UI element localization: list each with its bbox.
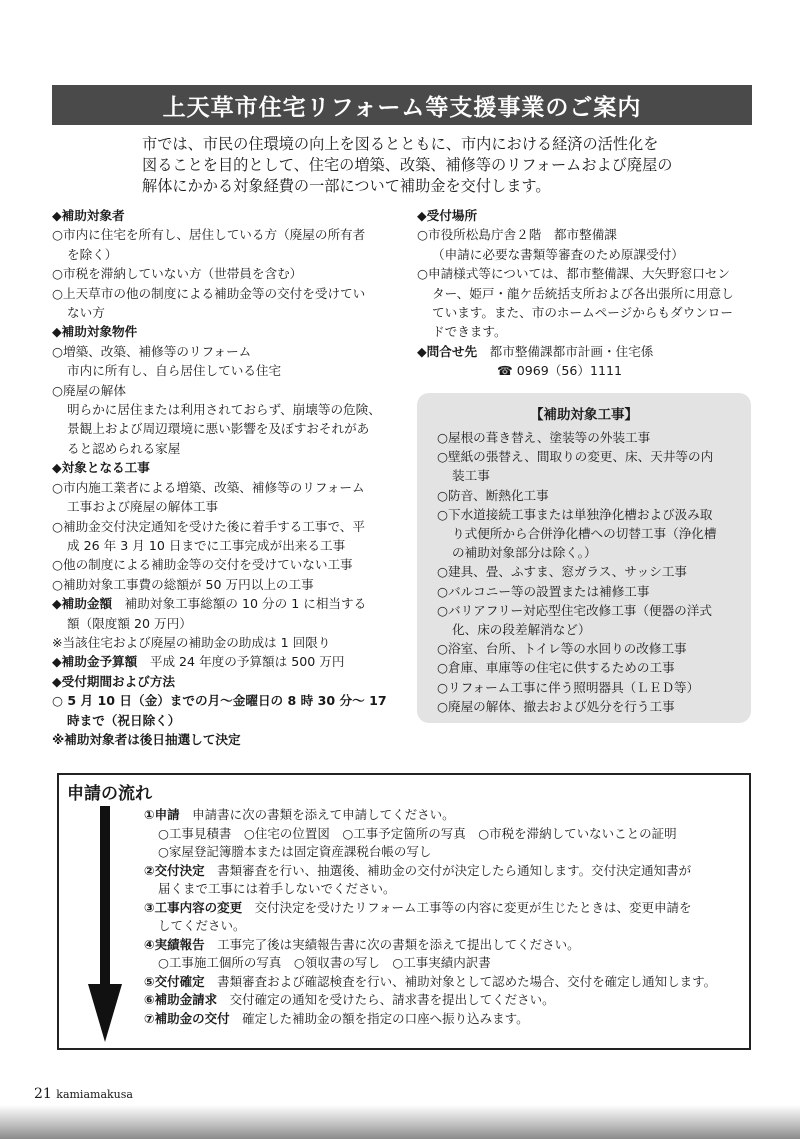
target-works-title: 【補助対象工事】 [530, 407, 638, 423]
right-column-text: ☎ 0969（56）1111 [497, 363, 623, 379]
flow-step [144, 1010, 749, 1029]
target-works-text: の補助対象部分は除く。） [452, 545, 597, 561]
target-works-text: り式便所から合併浄化槽への切替工事（浄化槽 [452, 526, 717, 542]
flow-steps [144, 806, 749, 1028]
right-column-line [417, 245, 757, 264]
left-column-text: ○ 5 月 10 日（金）までの月～金曜日の 8 時 30 分～ 17 [52, 693, 387, 709]
left-column-line [52, 536, 402, 555]
left-column-detail: 平成 24 年度の予算額は 500 万円 [137, 654, 345, 670]
right-column-line [417, 342, 757, 361]
flow-step [144, 806, 749, 825]
flow-step-label: ①申請 [144, 807, 180, 822]
right-column-detail: 都市整備課都市計画・住宅係 [477, 343, 654, 359]
left-column-detail: 補助対象工事総額の 10 分の 1 に相当する [112, 596, 367, 612]
intro-line: 市では、市民の住環境の向上を図るとともに、市内における経済の活性化を [142, 135, 659, 153]
right-column-text: （申請に必要な書類等審査のため原課受付） [432, 246, 684, 262]
flow-step-label: ⑤交付確定 [144, 973, 205, 989]
target-works-text: ○バルコニー等の設置または補修工事 [437, 583, 650, 599]
flow-step-text: ○家屋登記簿謄本または固定資産課税台帳の写し [158, 844, 432, 859]
page-footer [34, 1086, 133, 1102]
target-works-text: ○屋根の葺き替え、塗装等の外装工事 [437, 430, 651, 445]
down-arrow-icon [88, 806, 122, 1042]
target-works-line [437, 620, 742, 639]
target-works-line [437, 697, 742, 716]
bottom-shade [0, 1105, 800, 1139]
left-column-line [52, 517, 402, 536]
right-column-line [417, 264, 757, 283]
left-column-text: ○市内に住宅を所有し、居住している方（廃屋の所有者 [52, 227, 366, 243]
right-column-text: ○市役所松島庁舎２階 都市整備課 [417, 227, 617, 243]
flow-step [144, 954, 749, 973]
target-works-line [437, 524, 742, 543]
right-column-text: ◆受付場所 [417, 208, 478, 223]
target-works-text: ○廃屋の解体、撤去および処分を行う工事 [437, 698, 675, 714]
flow-step [144, 825, 749, 844]
left-column-text: ◆補助金予算額 [52, 654, 138, 670]
left-column-line [52, 225, 402, 244]
left-column-line [52, 691, 402, 710]
flow-step-label: ⑦補助金の交付 [144, 1010, 230, 1026]
left-column-text: ○廃屋の解体 [52, 382, 126, 398]
right-column-line [417, 322, 757, 341]
left-column-line [52, 730, 402, 749]
left-column-text: ない方 [67, 305, 105, 321]
target-works-line [437, 486, 742, 505]
flow-step-text: 申請書に次の書類を添えて申請してください。 [179, 807, 455, 822]
flow-title: 申請の流れ [67, 784, 152, 804]
left-column-line [52, 206, 402, 225]
right-column-line [417, 284, 757, 303]
right-column-line [417, 206, 757, 225]
left-column-text: ○他の制度による補助金等の交付を受けていない工事 [52, 557, 353, 573]
left-column-text: 市内に所有し、自ら居住している住宅 [67, 363, 282, 379]
left-column-line [52, 497, 402, 516]
left-column-line [52, 672, 402, 691]
left-column-text: ◆対象となる工事 [52, 460, 150, 476]
target-works-line [437, 428, 742, 447]
flow-step [144, 991, 749, 1010]
flow-step-text: 交付確定の通知を受けたら、請求書を提出してください。 [217, 992, 555, 1007]
intro-text [142, 134, 717, 197]
target-works-box [417, 393, 751, 723]
target-works-text: ○バリアフリー対応型住宅改修工事（便器の洋式 [437, 602, 712, 618]
left-column-text: ◆補助金額 [52, 596, 113, 612]
target-works-text: ○浴室、台所、トイレ等の水回りの改修工事 [437, 641, 687, 657]
left-column-text: ○増築、改築、補修等のリフォーム [52, 343, 252, 359]
left-column-line [52, 342, 402, 361]
left-column-line [52, 245, 402, 264]
right-column-line [417, 303, 757, 322]
left-column-line [52, 439, 402, 458]
target-works-line [437, 505, 742, 524]
left-column-text: ○上天草市の他の制度による補助金等の交付を受けてい [52, 285, 366, 301]
flow-step [144, 880, 749, 899]
intro-line: 解体にかかる対象経費の一部について補助金を交付します。 [142, 177, 551, 195]
right-column-line [417, 361, 757, 380]
flow-step-label: ③工事内容の変更 [144, 899, 243, 915]
target-works-line [437, 562, 742, 581]
left-column-text: ○市内施工業者による増築、改築、補修等のリフォーム [52, 479, 365, 495]
left-column-line [52, 614, 402, 633]
left-column-text: 明らかに居住または利用されておらず、崩壊等の危険、 [67, 402, 381, 418]
left-column-text: 時まで（祝日除く） [67, 712, 181, 728]
flow-step [144, 973, 749, 992]
left-column-line [52, 575, 402, 594]
left-column-line [52, 322, 402, 341]
right-column [417, 206, 757, 381]
right-column-text: ドできます。 [432, 324, 507, 340]
left-column-line [52, 594, 402, 613]
left-column-line [52, 711, 402, 730]
target-works-text: ○建具、畳、ふすま、窓ガラス、サッシ工事 [437, 564, 688, 580]
footer-brand: kamiamakusa [56, 1088, 133, 1101]
right-column-text: ○申請様式等については、都市整備課、大矢野窓口セン [417, 266, 730, 282]
page-number: 21 [34, 1086, 52, 1102]
left-column-line [52, 284, 402, 303]
target-works-line [437, 447, 742, 466]
left-column-text: ○補助対象工事費の総額が 50 万円以上の工事 [52, 576, 314, 592]
target-works-line [437, 582, 742, 601]
left-column-text: ると認められる家屋 [67, 440, 181, 456]
flow-step-text: 書類審査および確認検査を行い、補助対象として認めた場合、交付を確定し通知します。 [204, 973, 717, 989]
flow-step-text: してください。 [158, 918, 246, 933]
target-works-list [437, 428, 742, 716]
left-column-line [52, 652, 402, 671]
right-column-text: ◆問合せ先 [417, 343, 478, 359]
target-works-text: ○壁紙の張替え、間取りの変更、床、天井等の内 [437, 449, 714, 465]
left-column-line [52, 264, 402, 283]
flow-step [144, 899, 749, 918]
target-works-line [437, 639, 742, 658]
left-column-text: 額（限度額 20 万円） [67, 615, 192, 631]
left-column-line [52, 458, 402, 477]
left-column-text: ◆補助対象物件 [52, 324, 138, 340]
target-works-text: ○倉庫、車庫等の住宅に供するための工事 [437, 660, 675, 676]
target-works-line [437, 543, 742, 562]
target-works-text: 化、床の段差解消など） [452, 622, 591, 638]
left-column [52, 206, 402, 749]
right-column-text: ター、姫戸・龍ケ岳統括支所および各出張所に用意し [432, 285, 734, 301]
left-column-text: ○補助金交付決定通知を受けた後に着手する工事で、平 [52, 518, 365, 534]
flow-step [144, 917, 749, 936]
intro-line: 図ることを目的として、住宅の増築、改築、補修等のリフォームおよび廃屋の [142, 156, 673, 174]
left-column-text: 景観上および周辺環境に悪い影響を及ぼすおそれがあ [67, 421, 370, 437]
left-column-text: ◆補助対象者 [52, 208, 125, 223]
target-works-text: ○下水道接続工事または単独浄化槽および汲み取 [437, 506, 713, 522]
flow-step-text: 交付決定を受けたリフォーム工事等の内容に変更が生じたときは、変更申請を [242, 899, 692, 915]
left-column-text: 工事および廃屋の解体工事 [67, 499, 219, 515]
left-column-line [52, 400, 402, 419]
target-works-line [437, 658, 742, 677]
flow-step-label: ④実績報告 [144, 936, 205, 952]
left-column-text: 成 26 年 3 月 10 日までに工事完成が出来る工事 [67, 537, 346, 553]
flow-step [144, 862, 749, 881]
left-column-text: ※補助対象者は後日抽選して決定 [52, 731, 241, 747]
flow-step-text: 届くまで工事には着手しないでください。 [158, 881, 396, 896]
left-column-text: ○市税を滞納していない方（世帯員を含む） [52, 266, 303, 282]
page-title: 上天草市住宅リフォーム等支援事業のご案内 [52, 85, 752, 125]
flow-step [144, 843, 749, 862]
target-works-text: ○リフォーム工事に伴う照明器具（ＬＥＤ等） [437, 679, 700, 695]
flow-step-label: ⑥補助金請求 [144, 992, 218, 1007]
left-column-line [52, 303, 402, 322]
left-column-text: ※当該住宅および廃屋の補助金の助成は 1 回限り [52, 634, 331, 650]
flow-step-text: 確定した補助金の額を指定の口座へ振り込みます。 [229, 1010, 529, 1026]
left-column-line [52, 555, 402, 574]
flow-step-text: ○工事見積書 ○住宅の位置図 ○工事予定箇所の写真 ○市税を滞納していないことの証明 [158, 825, 677, 841]
left-column-line [52, 361, 402, 380]
right-column-text: ています。また、市のホームページからもダウンロー [432, 305, 733, 321]
target-works-text: ○防音、断熱化工事 [437, 487, 549, 503]
left-column-line [52, 633, 402, 652]
left-column-line [52, 419, 402, 438]
flow-step-label: ②交付決定 [144, 862, 205, 878]
flow-step-text: ○工事施工個所の写真 ○領収書の写し ○工事実績内訳書 [158, 955, 491, 970]
right-column-line [417, 225, 757, 244]
target-works-line [437, 601, 742, 620]
target-works-text: 装工事 [452, 468, 490, 484]
left-column-line [52, 478, 402, 497]
target-works-line [437, 466, 742, 485]
target-works-line [437, 678, 742, 697]
flow-step-text: 書類審査を行い、抽選後、補助金の交付が決定したら通知します。交付決定通知書が [204, 862, 692, 878]
flow-step-text: 工事完了後は実績報告書に次の書類を添えて提出してください。 [204, 936, 580, 952]
left-column-line [52, 381, 402, 400]
flow-step [144, 936, 749, 955]
left-column-text: を除く） [67, 246, 118, 262]
left-column-text: ◆受付期間および方法 [52, 673, 176, 689]
